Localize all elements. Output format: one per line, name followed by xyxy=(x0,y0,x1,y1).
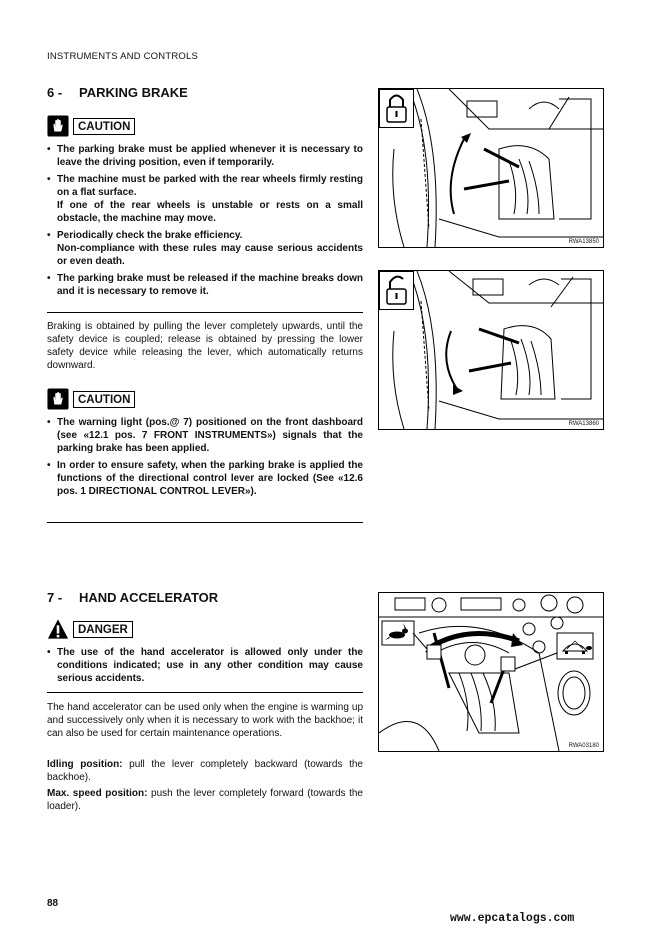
list-item: • In order to ensure safety, when the parking brake is applied the functions of the directional control lever are locked (See «12.6 pos. 1 DIRECTIONAL CONTROL LEVER»). xyxy=(47,459,363,498)
section-number: 7 - xyxy=(47,590,63,605)
max-speed-text: push the lever completely forward (towards the loader). xyxy=(47,788,363,812)
section-heading: HAND ACCELERATOR xyxy=(79,590,219,605)
danger-label: DANGER xyxy=(73,621,133,638)
danger-badge xyxy=(47,618,363,640)
body-paragraph: The hand accelerator can be used only when the engine is warming up and successively only when it is necessary to work with the backhoe; it can also be used for certain maintenance operations. xyxy=(47,702,363,739)
caution-badge xyxy=(47,388,363,410)
danger-block xyxy=(47,618,363,689)
figure-code: RWA13850 xyxy=(568,239,599,245)
caution-block-2 xyxy=(47,388,363,502)
section-7-title xyxy=(47,590,218,605)
page-number: 88 xyxy=(47,898,59,909)
caution-label: CAUTION xyxy=(73,118,135,135)
body-paragraph: Braking is obtained by pulling the lever completely upwards, until the safety device is coupled; release is obtained by pressing the lower safety device while releasing the lever, which automatically returns downward. xyxy=(47,321,363,371)
max-speed-paragraph xyxy=(47,787,363,813)
list-item: • The machine must be parked with the rear wheels firmly resting on a flat surface. If one of the rear wheels is unstable or rests on a small obstacle, the machine may move. xyxy=(47,173,363,225)
section-heading: PARKING BRAKE xyxy=(79,85,188,100)
figure-parking-brake-released xyxy=(378,270,604,430)
list-item-continuation: Non-compliance with these rules may cause serious accidents or even death. xyxy=(57,243,363,267)
list-item: • Periodically check the brake efficiency. Non-compliance with these rules may cause serious accidents or even death. xyxy=(47,229,363,268)
accelerator-illustration xyxy=(379,593,603,751)
lever-illustration xyxy=(379,89,603,247)
caution-label: CAUTION xyxy=(73,391,135,408)
danger-list xyxy=(47,646,363,685)
list-item: • The use of the hand accelerator is allowed only under the conditions indicated; use in any other condition may cause serious accidents. xyxy=(47,646,363,685)
idle-label: Idling position: xyxy=(47,759,123,770)
caution-block-1 xyxy=(47,115,363,302)
stop-hand-icon xyxy=(47,388,69,410)
caution-badge xyxy=(47,115,363,137)
divider xyxy=(47,312,363,313)
caution-list xyxy=(47,143,363,298)
max-speed-label: Max. speed position: xyxy=(47,788,148,799)
stop-hand-icon xyxy=(47,115,69,137)
caution-list xyxy=(47,416,363,498)
warning-triangle-icon xyxy=(47,618,69,640)
figure-code: RWA13860 xyxy=(568,421,599,427)
figure-parking-brake-applied xyxy=(378,88,604,248)
figure-hand-accelerator xyxy=(378,592,604,752)
section-6-title xyxy=(47,85,188,100)
figure-code: RWA03180 xyxy=(568,743,599,749)
section-number: 6 - xyxy=(47,85,63,100)
list-item: • The parking brake must be applied whenever it is necessary to leave the driving position, even if temporarily. xyxy=(47,143,363,169)
divider xyxy=(47,522,363,523)
website-footer: www.epcatalogs.com xyxy=(450,912,575,925)
list-item: • The warning light (pos.@ 7) positioned on the front dashboard (see «12.1 pos. 7 FRONT INSTRUMENTS») signals that the parking brake has been applied. xyxy=(47,416,363,455)
idle-text: pull the lever completely backward (towards the backhoe). xyxy=(47,759,363,783)
running-header: INSTRUMENTS AND CONTROLS xyxy=(47,51,199,62)
list-item: • The parking brake must be released if the machine breaks down and it is necessary to remove it. xyxy=(47,272,363,298)
lever-illustration xyxy=(379,271,603,429)
idle-paragraph xyxy=(47,758,363,784)
list-item-continuation: If one of the rear wheels is unstable or rests on a small obstacle, the machine may move. xyxy=(57,200,363,224)
divider xyxy=(47,692,363,693)
